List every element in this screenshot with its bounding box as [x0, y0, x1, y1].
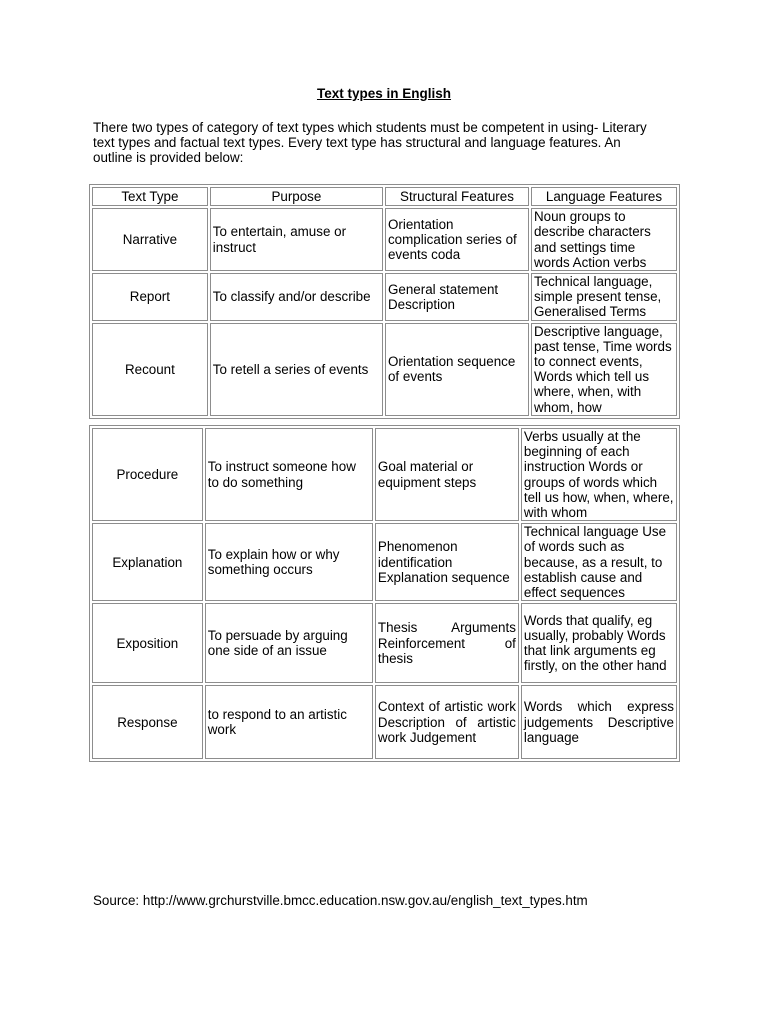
cell-purpose: To explain how or why something occurs: [205, 523, 373, 601]
table-row: [92, 603, 677, 683]
header-purpose: Purpose: [210, 187, 383, 206]
cell-structural: Orientation complication series of events coda: [385, 208, 529, 271]
cell-purpose: To retell a series of events: [210, 323, 383, 416]
text-types-table-1: [89, 184, 680, 419]
cell-type: Exposition: [92, 603, 203, 683]
table-header-row: [92, 187, 677, 206]
cell-structural: Orientation sequence of events: [385, 323, 529, 416]
table-row: [92, 685, 677, 759]
cell-purpose: to respond to an artistic work: [205, 685, 373, 759]
header-text-type: Text Type: [92, 187, 208, 206]
table-row: [92, 273, 677, 321]
cell-structural: Goal material or equipment steps: [375, 428, 519, 521]
cell-type: Narrative: [92, 208, 208, 271]
cell-language: Words that qualify, eg usually, probably Words that link arguments eg firstly, on the other hand: [521, 603, 677, 683]
cell-language: Words which express judgements Descriptive language: [521, 685, 677, 759]
cell-structural: Context of artistic work Description of artistic work Judgement: [375, 685, 519, 759]
cell-type: Response: [92, 685, 203, 759]
table-row: [92, 428, 677, 521]
cell-type: Explanation: [92, 523, 203, 601]
source-citation: Source: http://www.grchurstville.bmcc.education.nsw.gov.au/english_text_types.htm: [93, 893, 588, 908]
table-row: [92, 523, 677, 601]
cell-structural: Phenomenon identification Explanation sequence: [375, 523, 519, 601]
table-row: [92, 323, 677, 416]
intro-paragraph: There two types of category of text types which students must be competent in using- Literary text types and factual text types. Every text type has structural and language features. An outline is provided below:: [93, 120, 647, 165]
cell-language: Noun groups to describe characters and settings time words Action verbs: [531, 208, 677, 271]
cell-type: Report: [92, 273, 208, 321]
header-structural-features: Structural Features: [385, 187, 529, 206]
header-language-features: Language Features: [531, 187, 677, 206]
cell-language: Descriptive language, past tense, Time words to connect events, Words which tell us where, when, with whom, how: [531, 323, 677, 416]
cell-type: Procedure: [92, 428, 203, 521]
cell-purpose: To entertain, amuse or instruct: [210, 208, 383, 271]
table-row: [92, 208, 677, 271]
cell-language: Verbs usually at the beginning of each instruction Words or groups of words which tell us how, when, where, with whom: [521, 428, 677, 521]
cell-language: Technical language, simple present tense, Generalised Terms: [531, 273, 677, 321]
cell-purpose: To instruct someone how to do something: [205, 428, 373, 521]
text-types-table-2: [89, 425, 680, 762]
cell-purpose: To persuade by arguing one side of an issue: [205, 603, 373, 683]
cell-structural: General statement Description: [385, 273, 529, 321]
cell-type: Recount: [92, 323, 208, 416]
page-title: Text types in English: [316, 86, 452, 101]
cell-purpose: To classify and/or describe: [210, 273, 383, 321]
cell-structural: Thesis Arguments Reinforcement of thesis: [375, 603, 519, 683]
cell-language: Technical language Use of words such as because, as a result, to establish cause and effect sequences: [521, 523, 677, 601]
